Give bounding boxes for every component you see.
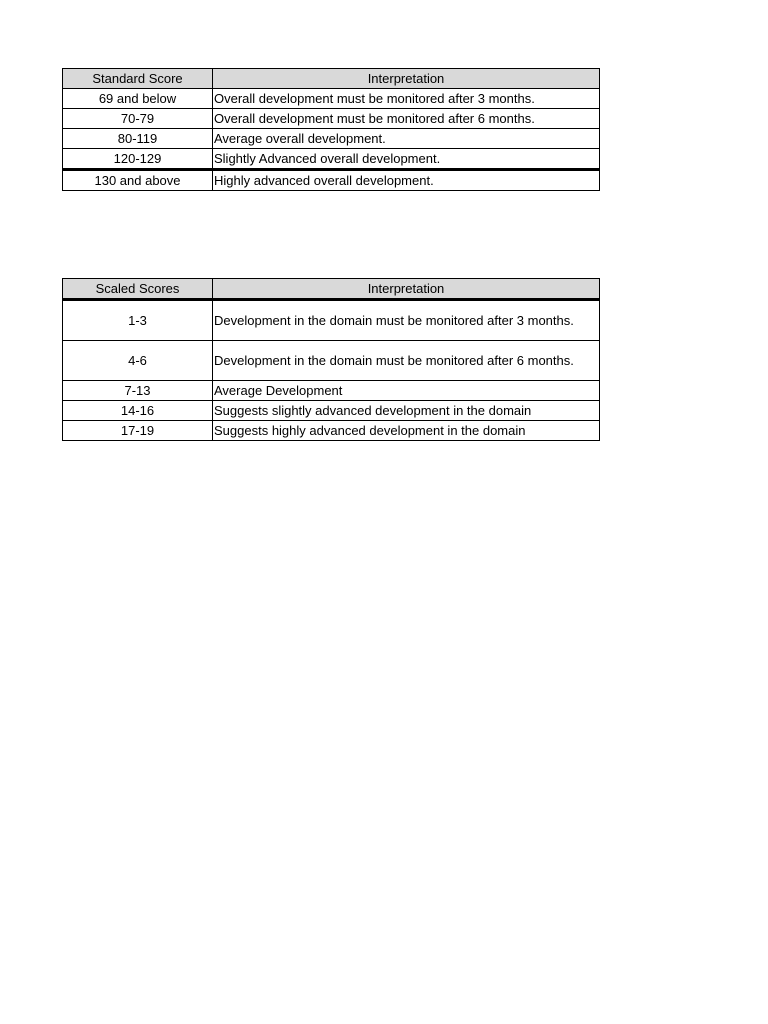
interpretation-cell: Suggests slightly advanced development in the domain [213, 401, 600, 421]
interpretation-cell: Average overall development. [213, 129, 600, 149]
table-row [63, 341, 600, 381]
interpretation-cell: Development in the domain must be monitored after 6 months. [213, 341, 600, 381]
interpretation-cell: Suggests highly advanced development in the domain [213, 421, 600, 441]
interpretation-cell: Highly advanced overall development. [213, 170, 600, 191]
table-header-row [63, 279, 600, 300]
score-cell: 17-19 [63, 421, 213, 441]
score-cell: 69 and below [63, 89, 213, 109]
score-cell: 120-129 [63, 149, 213, 170]
score-cell: 80-119 [63, 129, 213, 149]
column-header-standard-score: Standard Score [63, 69, 213, 89]
score-cell: 4-6 [63, 341, 213, 381]
score-cell: 1-3 [63, 300, 213, 341]
table-row [63, 89, 600, 109]
table-row [63, 401, 600, 421]
interpretation-cell: Overall development must be monitored after 3 months. [213, 89, 600, 109]
column-header-interpretation: Interpretation [213, 279, 600, 300]
table-header-row [63, 69, 600, 89]
interpretation-cell: Development in the domain must be monitored after 3 months. [213, 300, 600, 341]
score-cell: 7-13 [63, 381, 213, 401]
scaled-score-table [62, 278, 600, 441]
interpretation-cell: Overall development must be monitored after 6 months. [213, 109, 600, 129]
standard-score-table [62, 68, 600, 191]
score-cell: 130 and above [63, 170, 213, 191]
table-row [63, 421, 600, 441]
table-row [63, 381, 600, 401]
table-row [63, 129, 600, 149]
table-row [63, 149, 600, 170]
score-cell: 70-79 [63, 109, 213, 129]
table-row [63, 170, 600, 191]
interpretation-cell: Slightly Advanced overall development. [213, 149, 600, 170]
table-row [63, 300, 600, 341]
table-row [63, 109, 600, 129]
column-header-interpretation: Interpretation [213, 69, 600, 89]
interpretation-cell: Average Development [213, 381, 600, 401]
column-header-scaled-scores: Scaled Scores [63, 279, 213, 300]
score-cell: 14-16 [63, 401, 213, 421]
